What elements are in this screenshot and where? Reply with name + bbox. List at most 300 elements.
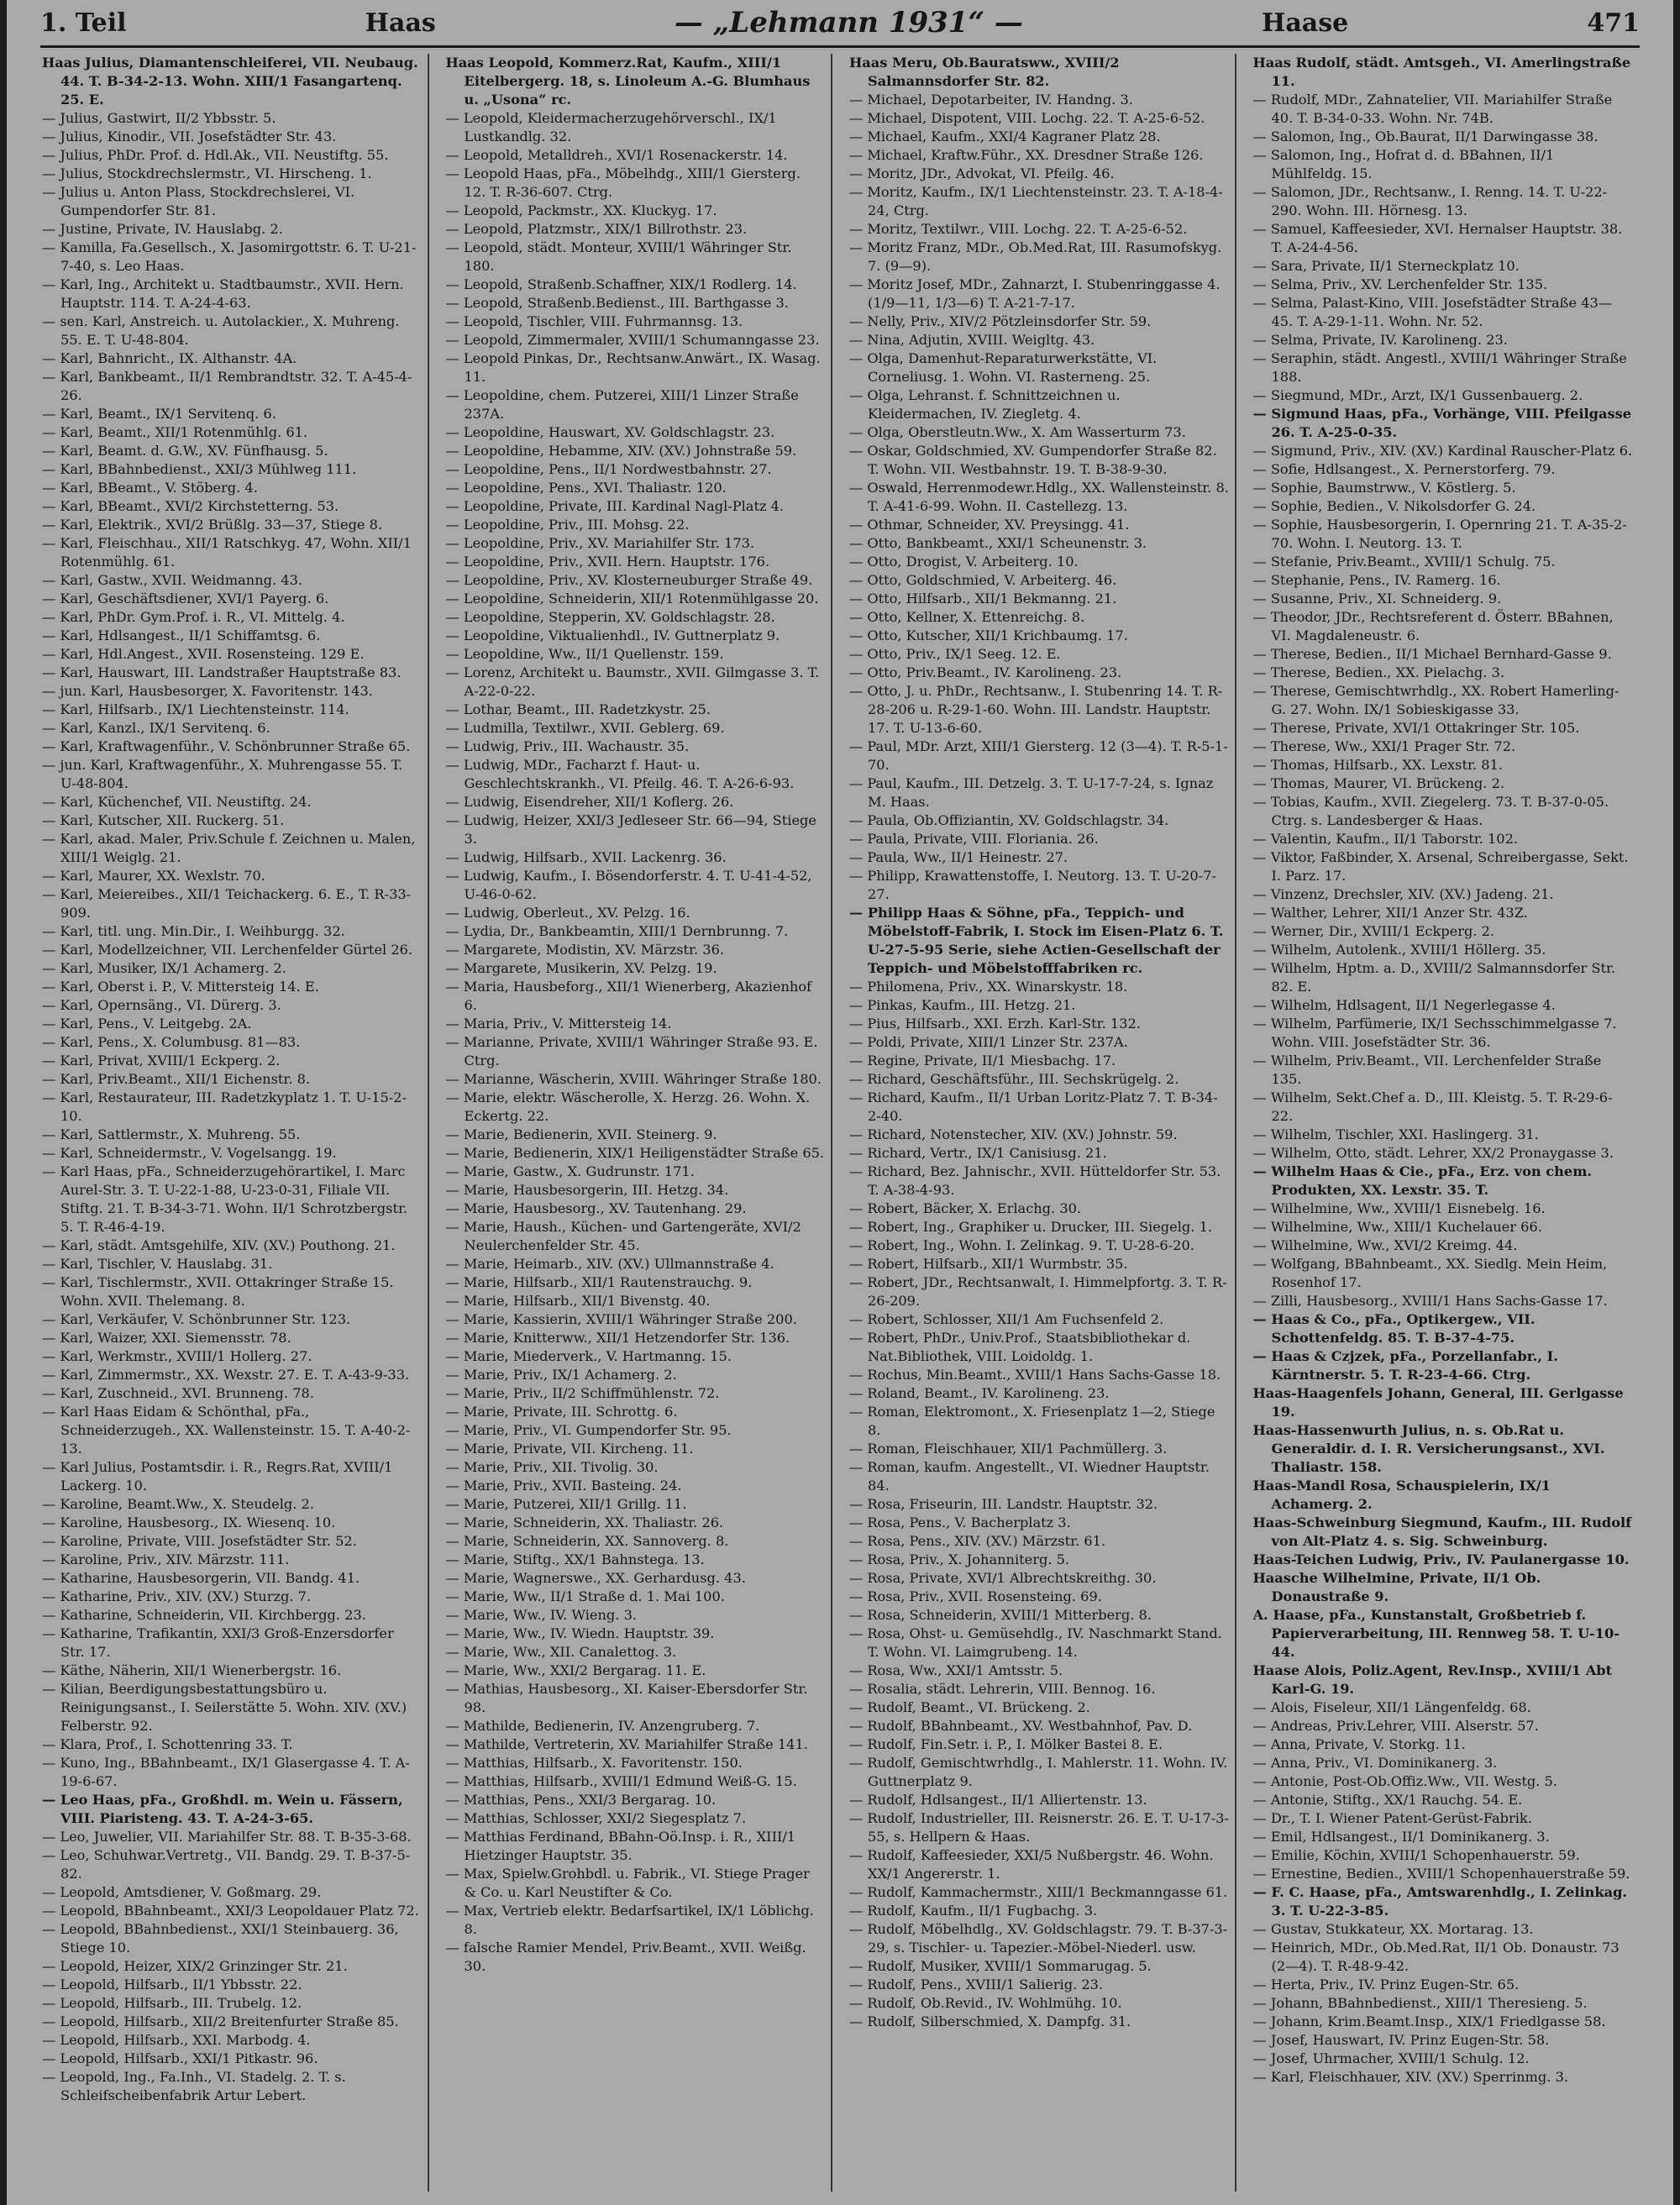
directory-entry: — Rudolf, Silberschmied, X. Dampfg. 31. (849, 2013, 1131, 2029)
directory-entry: — Mathilde, Bedienerin, IV. Anzengruberg. 7. (445, 1718, 760, 1734)
directory-entry: — Karl, Bankbeamt., II/1 Rembrandtstr. 32. T. A-45-4-26. (42, 369, 412, 403)
directory-entry: — Wilhelm, Hptm. a. D., XVIII/2 Salmannsdorfer Str. 82. E. (1252, 960, 1616, 995)
page-header (40, 2, 1640, 44)
directory-entry: — Richard, Notenstecher, XIV. (XV.) Johnstr. 59. (849, 1126, 1178, 1142)
directory-entry: — sen. Karl, Anstreich. u. Autolackier., X. Muhreng. 55. E. T. U-48-804. (42, 313, 400, 348)
directory-entry: — Karl, Kutscher, XII. Ruckerg. 51. (42, 812, 285, 828)
directory-entry: — Marie, Kassierin, XVIII/1 Währinger Straße 200. (445, 1311, 797, 1327)
directory-column-2 (446, 54, 833, 2192)
directory-entry: Haase Alois, Poliz.Agent, Rev.Insp., XVIII/1 Abt Karl-G. 19. (1252, 1662, 1613, 1697)
directory-entry: — Rosa, Pens., XIV. (XV.) Märzstr. 61. (849, 1533, 1106, 1549)
directory-entry: — Matthias, Hilfsarb., XVIII/1 Edmund Weiß-G. 15. (445, 1773, 797, 1789)
directory-entry: — Susanne, Priv., XI. Schneiderg. 9. (1252, 591, 1502, 606)
directory-entry: — Marie, Priv., XVII. Basteing. 24. (445, 1478, 682, 1494)
directory-entry: — Valentin, Kaufm., II/1 Taborstr. 102. (1252, 831, 1519, 847)
directory-entry: — Marie, Private, III. Schrottg. 6. (445, 1404, 678, 1420)
directory-entry: — Marie, Ww., IV. Wiedn. Hauptstr. 39. (445, 1625, 715, 1641)
directory-entry: — Marie, Wagnerswe., XX. Gerhardusg. 43. (445, 1570, 746, 1586)
directory-entry: Haas-Mandl Rosa, Schauspielerin, IX/1 Achamerg. 2. (1252, 1478, 1551, 1512)
directory-entry: — Otto, J. u. PhDr., Rechtsanw., I. Stubenring 14. T. R-28-206 u. R-29-1-60. Wohn. III. Landstr. Hauptstr. 17. T. U-13-6-60. (849, 683, 1223, 736)
directory-entry: — Leopold, Hilfsarb., XII/2 Breitenfurter Straße 85. (42, 2013, 399, 2029)
directory-entry: — Heinrich, MDr., Ob.Med.Rat, II/1 Ob. Donaustr. 73 (2—4). T. R-48-9-42. (1252, 1940, 1620, 1974)
directory-entry: — Rudolf, MDr., Zahnatelier, VII. Mariahilfer Straße 40. T. B-34-0-33. Wohn. Nr. 74B. (1252, 92, 1613, 126)
directory-entry: — Karl, akad. Maler, Priv.Schule f. Zeichnen u. Malen, XIII/1 Weiglg. 21. (42, 831, 416, 865)
directory-entry: — Karl, Maurer, XX. Wexlstr. 70. (42, 868, 265, 884)
directory-entry: — Karl, Privat, XVIII/1 Eckperg. 2. (42, 1053, 281, 1068)
directory-entry: — Therese, Bedien., II/1 Michael Bernhard-Gasse 9. (1252, 646, 1612, 662)
directory-entry: — Marie, Haush., Küchen- und Gartengeräte, XVI/2 Neulerchenfelder Str. 45. (445, 1219, 801, 1253)
directory-entry: — Ernestine, Bedien., XVIII/1 Schopenhauerstraße 59. (1252, 1866, 1630, 1882)
directory-entry: — Wilhelm, Tischler, XXI. Haslingerg. 31. (1252, 1126, 1539, 1142)
directory-entry: — Anna, Priv., VI. Dominikanerg. 3. (1252, 1755, 1498, 1771)
directory-entry: Haas-Teichen Ludwig, Priv., IV. Paulanergasse 10. (1252, 1551, 1630, 1567)
directory-entry: — Karoline, Priv., XIV. Märzstr. 111. (42, 1551, 290, 1567)
directory-entry: — Rudolf, Industrieller, III. Reisnerstr. 26. E. T. U-17-3-55, s. Hellpern & Haas. (849, 1810, 1229, 1845)
directory-entry: — Rudolf, Kaufm., II/1 Fugbachg. 3. (849, 1903, 1098, 1919)
header-right-word: Haase (1262, 8, 1349, 38)
directory-entry: — Leopoldine, Pens., II/1 Nordwestbahnstr. 27. (445, 461, 772, 477)
directory-entry: — Olga, Damenhut-Reparaturwerkstätte, VI. Corneliusg. 1. Wohn. VI. Rasterneng. 25. (849, 350, 1158, 385)
directory-entry: — Karl, städt. Amtsgehilfe, XIV. (XV.) Pouthong. 21. (42, 1237, 396, 1253)
directory-entry: — Rudolf, Gemischtwrhdlg., I. Mahlerstr. 11. Wohn. IV. Guttnerplatz 9. (849, 1755, 1228, 1789)
directory-entry: — Viktor, Faßbinder, X. Arsenal, Schreibergasse, Sekt. I. Parz. 17. (1252, 849, 1629, 884)
directory-entry: — Paul, MDr. Arzt, XIII/1 Giersterg. 12 (3—4). T. R-5-1-70. (849, 738, 1228, 773)
directory-entry: — jun. Karl, Kraftwagenführ., X. Muhrengasse 55. T. U-48-804. (42, 757, 403, 791)
directory-entry: — Nina, Adjutin, XVIII. Weigltg. 43. (849, 332, 1095, 348)
directory-entry: — Othmar, Schneider, XV. Preysingg. 41. (849, 517, 1130, 533)
directory-entry: — Leopoldine, chem. Putzerei, XIII/1 Linzer Straße 237A. (445, 387, 799, 422)
directory-entry: — Richard, Vertr., IX/1 Canisiusg. 21. (849, 1145, 1107, 1161)
directory-entry: — Moritz Franz, MDr., Ob.Med.Rat, III. Rasumofskyg. 7. (9—9). (849, 239, 1222, 274)
directory-entry: — Karl, Beamt., XII/1 Rotenmühlg. 61. (42, 424, 308, 440)
directory-entry: — Käthe, Näherin, XII/1 Wienerbergstr. 16. (42, 1662, 342, 1678)
header-rule (40, 45, 1640, 48)
directory-entry: — Max, Vertrieb elektr. Bedarfsartikel, IX/1 Löblichg. 8. (445, 1903, 814, 1937)
directory-entry: — Matthias, Schlosser, XXI/2 Siegesplatz 7. (445, 1810, 747, 1826)
directory-entry: — Wilhelm, Autolenk., XVIII/1 Höllerg. 35. (1252, 942, 1546, 958)
directory-entry: — Karl, Hilfsarb., IX/1 Liechtensteinstr. 114. (42, 701, 349, 717)
directory-entry: — Wolfgang, BBahnbeamt., XX. Siedlg. Mein Heim, Rosenhof 17. (1252, 1256, 1608, 1290)
directory-entry: — Siegmund, MDr., Arzt, IX/1 Gussenbauerg. 2. (1252, 387, 1583, 403)
directory-entry: — Marie, Priv., XII. Tivolig. 30. (445, 1459, 659, 1475)
directory-entry: — Otto, Kellner, X. Ettenreichg. 8. (849, 609, 1085, 625)
directory-entry: — Robert, Ing., Graphiker u. Drucker, III. Siegelg. 1. (849, 1219, 1213, 1235)
directory-entry: — Marie, Hausbesorg., XV. Tautenhang. 29. (445, 1200, 747, 1216)
directory-entry: — Leopold, städt. Monteur, XVIII/1 Währinger Str. 180. (445, 239, 792, 274)
directory-entry: — Anna, Private, V. Storkg. 11. (1252, 1736, 1466, 1752)
directory-entry: — Rudolf, Hdlsangest., II/1 Alliertenstr. 13. (849, 1792, 1147, 1808)
directory-entry: — Otto, Goldschmied, V. Arbeiterg. 46. (849, 572, 1117, 588)
directory-entry: — Katharine, Priv., XIV. (XV.) Sturzg. 7. (42, 1588, 312, 1604)
directory-entry: — Karl, Kanzl., IX/1 Servitenq. 6. (42, 720, 270, 736)
directory-entry: — Leopoldine, Ww., II/1 Quellenstr. 159. (445, 646, 724, 662)
directory-entry: — Ludwig, Kaufm., I. Bösendorferstr. 4. T. U-41-4-52, U-46-0-62. (445, 868, 812, 902)
directory-entry: — Julius u. Anton Plass, Stockdrechslerei, VI. Gumpendorfer Str. 81. (42, 184, 355, 218)
directory-entry: — Maria, Priv., V. Mittersteig 14. (445, 1016, 672, 1032)
directory-entry: — Klara, Prof., I. Schottenring 33. T. (42, 1736, 293, 1752)
directory-entry: — Karl, BBeamt., V. Stöberg. 4. (42, 480, 258, 496)
directory-entry: — Andreas, Priv.Lehrer, VIII. Alserstr. 57. (1252, 1718, 1539, 1734)
directory-entry: — Moritz, JDr., Advokat, VI. Pfeilg. 46. (849, 165, 1115, 181)
directory-entry: — Leopold, Tischler, VIII. Fuhrmannsg. 13. (445, 313, 743, 329)
directory-entry: — Matthias, Pens., XXI/3 Bergarag. 10. (445, 1792, 717, 1808)
directory-entry: — Richard, Geschäftsführ., III. Sechskrügelg. 2. (849, 1071, 1179, 1087)
directory-entry: — Rosa, Ohst- u. Gemüsehdlg., IV. Naschmarkt Stand. T. Wohn. VI. Laimgrubeng. 14. (849, 1625, 1222, 1660)
directory-columns (42, 54, 1638, 2192)
directory-entry: — Thomas, Maurer, VI. Brückeng. 2. (1252, 775, 1505, 791)
directory-entry: — Marie, Stiftg., XX/1 Bahnstega. 13. (445, 1551, 705, 1567)
directory-entry: — Robert, PhDr., Univ.Prof., Staatsbibliothekar d. Nat.Bibliothek, VIII. Loidoldg. 1. (849, 1330, 1191, 1364)
directory-entry: — Dr., T. I. Wiener Patent-Gerüst-Fabrik. (1252, 1810, 1532, 1826)
directory-entry: — Karl, Gastw., XVII. Weidmanng. 43. (42, 572, 303, 588)
part-label: 1. Teil (40, 8, 127, 38)
directory-entry: — Wilhelmine, Ww., XVIII/1 Eisnebelg. 16. (1252, 1200, 1546, 1216)
page-number: 471 (1587, 8, 1640, 38)
directory-entry: — Selma, Palast-Kino, VIII. Josefstädter Straße 43—45. T. A-29-1-11. Wohn. Nr. 52. (1252, 295, 1613, 329)
directory-entry: — Robert, Ing., Wohn. I. Zelinkag. 9. T. U-28-6-20. (849, 1237, 1194, 1253)
directory-entry: — Marie, Knitterww., XII/1 Hetzendorfer Str. 136. (445, 1330, 790, 1346)
directory-entry: — Karl, titl. ung. Min.Dir., I. Weihburgg. 32. (42, 923, 345, 939)
directory-entry: — Werner, Dir., XVIII/1 Eckperg. 2. (1252, 923, 1495, 939)
directory-entry: — Emil, Hdlsangest., II/1 Dominikanerg. 3. (1252, 1829, 1550, 1845)
directory-entry: — Salomon, Ing., Ob.Baurat, II/1 Darwingasse 38. (1252, 129, 1599, 144)
directory-entry: — Margarete, Modistin, XV. Märzstr. 36. (445, 942, 725, 958)
directory-entry: — Margarete, Musikerin, XV. Pelzg. 19. (445, 960, 717, 976)
directory-entry: — Leopold Pinkas, Dr., Rechtsanw.Anwärt., IX. Wasag. 11. (445, 350, 821, 385)
directory-entry: — Michael, Kraftw.Führ., XX. Dresdner Straße 126. (849, 147, 1204, 163)
directory-entry: — Marie, Ww., XXI/2 Bergarag. 11. E. (445, 1662, 706, 1678)
directory-entry: — Haas & Czjzek, pFa., Porzellanfabr., I. Kärntnerstr. 5. T. R-23-4-66. Ctrg. (1252, 1348, 1558, 1383)
directory-entry: — Roland, Beamt., IV. Karolineng. 23. (849, 1385, 1110, 1401)
directory-entry: — Alois, Fiseleur, XII/1 Längenfeldg. 68. (1252, 1699, 1531, 1715)
directory-entry: — Julius, Kinodir., VII. Josefstädter Str. 43. (42, 129, 337, 144)
directory-entry: — Karl Julius, Postamtsdir. i. R., Regrs.Rat, XVIII/1 Lackerg. 10. (42, 1459, 393, 1494)
directory-entry: — Rosa, Priv., XVII. Rosensteing. 69. (849, 1588, 1102, 1604)
directory-entry: — Paula, Ww., II/1 Heinestr. 27. (849, 849, 1068, 865)
directory-entry: — Karl, Waizer, XXI. Siemensstr. 78. (42, 1330, 291, 1346)
directory-entry: — Marianne, Wäscherin, XVIII. Währinger Straße 180. (445, 1071, 822, 1087)
directory-entry: — Michael, Kaufm., XXI/4 Kagraner Platz 28. (849, 129, 1161, 144)
directory-entry: — Karl, Pens., V. Leitgebg. 2A. (42, 1016, 252, 1032)
directory-entry: Haas-Haagenfels Johann, General, III. Gerlgasse 19. (1252, 1385, 1624, 1420)
directory-entry: — Mathilde, Vertreterin, XV. Mariahilfer Straße 141. (445, 1736, 808, 1752)
directory-entry: — Ludwig, Hilfsarb., XVII. Lackenrg. 36. (445, 849, 727, 865)
directory-entry: — Karl, Fleischhauer, XIV. (XV.) Sperrinmg. 3. (1252, 2069, 1569, 2085)
directory-entry: — Philomena, Priv., XX. Winarskystr. 18. (849, 979, 1128, 995)
directory-entry: — Marie, Putzerei, XII/1 Grillg. 11. (445, 1496, 687, 1512)
directory-entry: — Marianne, Private, XVIII/1 Währinger Straße 93. E. Ctrg. (445, 1034, 818, 1068)
directory-entry: — Karl, Tischlermstr., XVII. Ottakringer Straße 15. Wohn. XVII. Thelemang. 8. (42, 1274, 394, 1309)
directory-entry: — Karl, Bahnricht., IX. Althanstr. 4A. (42, 350, 297, 366)
directory-entry: — Walther, Lehrer, XII/1 Anzer Str. 43Z. (1252, 905, 1528, 921)
directory-entry: — Rudolf, Kammachermstr., XIII/1 Beckmanngasse 61. (849, 1884, 1228, 1900)
directory-entry: — Robert, JDr., Rechtsanwalt, I. Himmelpfortg. 3. T. R-26-209. (849, 1274, 1227, 1309)
directory-entry: — Therese, Private, XVI/1 Ottakringer Str. 105. (1252, 720, 1580, 736)
directory-entry: — Marie, Hilfsarb., XII/1 Rautenstrauchg. 9. (445, 1274, 753, 1290)
directory-entry: Haas Leopold, Kommerz.Rat, Kaufm., XIII/1 Eitelbergerg. 18, s. Linoleum A.-G. Blumhaus u. „Usona“ rc. (445, 55, 811, 108)
directory-entry: — Marie, Miederverk., V. Hartmanng. 15. (445, 1348, 732, 1364)
header-left-word: Haas (365, 8, 436, 38)
directory-entry: — Ludwig, Eisendreher, XII/1 Koflerg. 26. (445, 794, 734, 810)
directory-entry: — Selma, Private, IV. Karolineng. 23. (1252, 332, 1508, 348)
directory-entry: — Therese, Gemischtwrhdlg., XX. Robert Hamerling-G. 27. Wohn. IX/1 Sobieskigasse 33. (1252, 683, 1620, 717)
directory-entry: — Sofie, Hdlsangest., X. Pernerstorferg. 79. (1252, 461, 1556, 477)
directory-entry: — Justine, Private, IV. Hauslabg. 2. (42, 221, 283, 237)
directory-entry: — Therese, Bedien., XX. Pielachg. 3. (1252, 664, 1504, 680)
directory-entry: — Antonie, Stiftg., XX/1 Rauchg. 54. E. (1252, 1792, 1523, 1808)
directory-entry: Haas Rudolf, städt. Amtsgeh., VI. Amerlingstraße 11. (1252, 55, 1631, 89)
directory-entry: — Karl, Werkmstr., XVIII/1 Hollerg. 27. (42, 1348, 312, 1364)
directory-entry: — Marie, Ww., II/1 Straße d. 1. Mai 100. (445, 1588, 725, 1604)
directory-entry: — Olga, Lehranst. f. Schnittzeichnen u. Kleidermachen, IV. Ziegletg. 4. (849, 387, 1121, 422)
directory-entry: — Wilhelmine, Ww., XIII/1 Kuchelauer 66. (1252, 1219, 1542, 1235)
directory-entry: — Karl, Kraftwagenführ., V. Schönbrunner Straße 65. (42, 738, 411, 754)
directory-entry: — Philipp Haas & Söhne, pFa., Teppich- und Möbelstoff-Fabrik, I. Stock im Eisen-Platz 6. T. U-27-5-95 Serie, siehe Actien-Gesellschaft der Teppich- und Möbelstofffabriken rc. (849, 905, 1224, 976)
directory-entry: — Johann, Krim.Beamt.Insp., XIX/1 Friedlgasse 58. (1252, 2013, 1606, 2029)
directory-entry: — Karl, Pens., X. Columbusg. 81—83. (42, 1034, 301, 1050)
directory-entry: — Katharine, Schneiderin, VII. Kirchbergg. 23. (42, 1607, 366, 1623)
directory-entry: — Salomon, JDr., Rechtsanw., I. Renng. 14. T. U-22-290. Wohn. III. Hörnesg. 13. (1252, 184, 1608, 218)
directory-entry: — Kilian, Beerdigungsbestattungsbüro u. Reinigungsanst., I. Seilerstätte 5. Wohn. XIV. (XV.) Felberstr. 92. (42, 1681, 407, 1734)
directory-entry: — Stephanie, Pens., IV. Ramerg. 16. (1252, 572, 1501, 588)
directory-entry: — Philipp, Krawattenstoffe, I. Neutorg. 13. T. U-20-7-27. (849, 868, 1216, 902)
directory-entry: — Haas & Co., pFa., Optikergew., VII. Schottenfeldg. 85. T. B-37-4-75. (1252, 1311, 1536, 1346)
directory-entry: — Lorenz, Architekt u. Baumstr., XVII. Gilmgasse 3. T. A-22-0-22. (445, 664, 820, 699)
directory-entry: — Regine, Private, II/1 Miesbachg. 17. (849, 1053, 1116, 1068)
directory-entry: — Matthias Ferdinand, BBahn-Oö.Insp. i. R., XIII/1 Hietzinger Hauptstr. 35. (445, 1829, 796, 1863)
directory-entry: — Otto, Bankbeamt., XXI/1 Scheunenstr. 3. (849, 535, 1147, 551)
directory-entry: — Karoline, Beamt.Ww., X. Steudelg. 2. (42, 1496, 314, 1512)
directory-entry: — Theodor, JDr., Rechtsreferent d. Österr. BBahnen, VI. Magdaleneustr. 6. (1252, 609, 1614, 643)
directory-entry: — Rosa, Pens., V. Bacherplatz 3. (849, 1515, 1071, 1530)
directory-entry: — Marie, Schneiderin, XX. Sannoverg. 8. (445, 1533, 729, 1549)
directory-entry: — Wilhelm Haas & Cie., pFa., Erz. von chem. Produkten, XX. Lexstr. 35. T. (1252, 1163, 1592, 1198)
directory-entry: — Leo, Schuhwar.Vertretg., VII. Bandg. 29. T. B-37-5-82. (42, 1847, 411, 1882)
directory-entry: — Leopold, Kleidermacherzugehörverschl., IX/1 Lustkandlg. 32. (445, 110, 777, 144)
directory-entry: — Antonie, Post-Ob.Offiz.Ww., VII. Westg. 5. (1252, 1773, 1557, 1789)
directory-entry: — Karoline, Private, VIII. Josefstädter Str. 52. (42, 1533, 357, 1549)
directory-entry: — Michael, Depotarbeiter, IV. Handng. 3. (849, 92, 1133, 108)
directory-entry: — Otto, Hilfsarb., XII/1 Bekmanng. 21. (849, 591, 1117, 606)
directory-entry: — Marie, Priv., II/2 Schiffmühlenstr. 72. (445, 1385, 720, 1401)
directory-entry: — Lydia, Dr., Bankbeamtin, XIII/1 Dernbrunng. 7. (445, 923, 789, 939)
directory-entry: — Moritz, Kaufm., IX/1 Liechtensteinstr. 23. T. A-18-4-24, Ctrg. (849, 184, 1223, 218)
directory-entry: — Rudolf, Musiker, XVIII/1 Sommarugag. 5. (849, 1958, 1152, 1974)
directory-entry: — Thomas, Hilfsarb., XX. Lexstr. 81. (1252, 757, 1503, 773)
directory-entry: — Karl, Beamt., IX/1 Servitenq. 6. (42, 406, 276, 422)
directory-entry: — Rudolf, Pens., XVIII/1 Salierig. 23. (849, 1977, 1104, 1992)
directory-entry: — Leopold, Straßenb.Schaffner, XIX/1 Rodlerg. 14. (445, 276, 797, 292)
directory-entry: — Leopoldine, Stepperin, XV. Goldschlagstr. 28. (445, 609, 775, 625)
directory-entry: — Marie, Hausbesorgerin, III. Hetzg. 34. (445, 1182, 729, 1198)
directory-entry: — Wilhelm, Priv.Beamt., VII. Lerchenfelder Straße 135. (1252, 1053, 1602, 1087)
directory-entry: — Kamilla, Fa.Gesellsch., X. Jasomirgottstr. 6. T. U-21-7-40, s. Leo Haas. (42, 239, 417, 274)
directory-entry: — Karoline, Hausbesorg., IX. Wiesenq. 10. (42, 1515, 336, 1530)
directory-entry: — Karl Haas Eidam & Schönthal, pFa., Schneiderzugeh., XX. Wallensteinstr. 15. T. A-40-2-13. (42, 1404, 411, 1457)
directory-entry: — Moritz Josef, MDr., Zahnarzt, I. Stubenringgasse 4. (1/9—11, 1/3—6) T. A-21-7-17. (849, 276, 1221, 311)
directory-entry: — Karl, Tischler, V. Hauslabg. 31. (42, 1256, 273, 1272)
directory-entry: — Leo Haas, pFa., Großhdl. m. Wein u. Fässern, VIII. Piaristeng. 43. T. A-24-3-65. (42, 1792, 403, 1826)
directory-entry: — Sara, Private, II/1 Sterneckplatz 10. (1252, 258, 1520, 274)
directory-entry: — Pinkas, Kaufm., III. Hetzg. 21. (849, 997, 1076, 1013)
directory-entry: — Karl, Fleischhau., XII/1 Ratschkyg. 47, Wohn. XII/1 Rotenmühlg. 61. (42, 535, 412, 570)
directory-entry: — Leopold, BBahnbedienst., XXI/1 Steinbauerg. 36, Stiege 10. (42, 1921, 399, 1956)
directory-entry: — Paula, Private, VIII. Floriania. 26. (849, 831, 1099, 847)
directory-entry: — Leopold, Packmstr., XX. Kluckyg. 17. (445, 202, 717, 218)
directory-entry: — Kuno, Ing., BBahnbeamt., IX/1 Glasergasse 4. T. A-19-6-67. (42, 1755, 410, 1789)
directory-entry: — Wilhelm, Sekt.Chef a. D., III. Kleistg. 5. T. R-29-6-22. (1252, 1089, 1613, 1124)
directory-entry: — Otto, Priv.Beamt., IV. Karolineng. 23. (849, 664, 1122, 680)
directory-entry: — Wilhelm, Hdlsagent, II/1 Negerlegasse 4. (1252, 997, 1556, 1013)
directory-entry: — Karl, Küchenchef, VII. Neustiftg. 24. (42, 794, 312, 810)
directory-entry: — Wilhelm, Parfümerie, IX/1 Sechsschimmelgasse 7. Wohn. VIII. Josefstädter Str. 36. (1252, 1016, 1617, 1050)
directory-entry: — Rudolf, BBahnbeamt., XV. Westbahnhof, Pav. D. (849, 1718, 1193, 1734)
directory-entry: — Marie, elektr. Wäscherolle, X. Herzg. 26. Wohn. X. Eckertg. 22. (445, 1089, 811, 1124)
directory-entry: — Julius, Gastwirt, II/2 Ybbsstr. 5. (42, 110, 276, 126)
directory-entry: — Karl, Priv.Beamt., XII/1 Eichenstr. 8. (42, 1071, 311, 1087)
directory-entry: — Leopold, Heizer, XIX/2 Grinzinger Str. 21. (42, 1958, 348, 1974)
directory-entry: — Karl, Oberst i. P., V. Mittersteig 14. E. (42, 979, 319, 995)
directory-entry: — Marie, Bedienerin, XVII. Steinerg. 9. (445, 1126, 717, 1142)
directory-entry: — Sigmund Haas, pFa., Vorhänge, VIII. Pfeilgasse 26. T. A-25-0-35. (1252, 406, 1632, 440)
directory-entry: — Moritz, Textilwr., VIII. Lochg. 22. T. A-25-6-52. (849, 221, 1188, 237)
directory-entry: — Julius, Stockdrechslermstr., VI. Hirscheng. 1. (42, 165, 372, 181)
directory-entry: — Leopold, Ing., Fa.Inh., VI. Stadelg. 2. T. s. Schleifscheibenfabrik Artur Lebert. (42, 2069, 346, 2103)
directory-entry: — Leopoldine, Hebamme, XIV. (XV.) Johnstraße 59. (445, 443, 797, 459)
directory-entry: — Selma, Priv., XV. Lerchenfelder Str. 135. (1252, 276, 1548, 292)
header-title: — „Lehmann 1931“ — (674, 6, 1023, 39)
directory-entry: — Otto, Priv., IX/1 Seeg. 12. E. (849, 646, 1061, 662)
directory-entry: — Emilie, Köchin, XVIII/1 Schopenhauerstr. 59. (1252, 1847, 1580, 1863)
directory-entry: — Josef, Uhrmacher, XVIII/1 Schulg. 12. (1252, 2050, 1530, 2066)
directory-entry: — Mathias, Hausbesorg., XI. Kaiser-Ebersdorfer Str. 98. (445, 1681, 808, 1715)
directory-entry: — Maria, Hausbeforg., XII/1 Wienerberg, Akazienhof 6. (445, 979, 812, 1013)
directory-entry: — Leopold, Platzmstr., XIX/1 Billrothstr. 23. (445, 221, 748, 237)
directory-entry: — Marie, Ww., IV. Wieng. 3. (445, 1607, 638, 1623)
directory-entry: — Pius, Hilfsarb., XXI. Erzh. Karl-Str. 132. (849, 1016, 1141, 1032)
directory-entry: — Karl, Modellzeichner, VII. Lerchenfelder Gürtel 26. (42, 942, 413, 958)
directory-entry: — Robert, Hilfsarb., XII/1 Wurmbstr. 35. (849, 1256, 1128, 1272)
directory-entry: — Ludmilla, Textilwr., XVII. Geblerg. 69. (445, 720, 725, 736)
directory-entry: — Leopold, BBahnbeamt., XXI/3 Leopoldauer Platz 72. (42, 1903, 419, 1919)
directory-entry: — Rosa, Priv., X. Johanniterg. 5. (849, 1551, 1070, 1567)
directory-entry: — Leopoldine, Priv., XVII. Hern. Hauptstr. 176. (445, 554, 770, 570)
directory-entry: — Richard, Bez. Jahnischr., XVII. Hütteldorfer Str. 53. T. A-38-4-93. (849, 1163, 1221, 1198)
directory-entry: — Karl, BBahnbedienst., XXI/3 Mühlweg 111. (42, 461, 357, 477)
directory-entry: — Salomon, Ing., Hofrat d. d. BBahnen, II/1 Mühlfeldg. 15. (1252, 147, 1555, 181)
directory-entry: Haasche Wilhelmine, Private, II/1 Ob. Donaustraße 9. (1252, 1570, 1541, 1604)
directory-entry: — Karl Haas, pFa., Schneiderzugehörartikel, I. Marc Aurel-Str. 3. T. U-22-1-88, U-23-0-31, Filiale VII. Stiftg. 21. T. B-34-3-71. Wohn. II/1 Schrotzbergstr. 5. T. R-46-4-19. (42, 1163, 408, 1235)
directory-entry: — Samuel, Kaffeesieder, XVI. Hernalser Hauptstr. 38. T. A-24-4-56. (1252, 221, 1623, 255)
directory-entry: — Karl, Hauswart, III. Landstraßer Hauptstraße 83. (42, 664, 402, 680)
directory-entry: — Lothar, Beamt., III. Radetzkystr. 25. (445, 701, 711, 717)
directory-page (7, 0, 1673, 2205)
directory-entry: — Paula, Ob.Offiziantin, XV. Goldschlagstr. 34. (849, 812, 1169, 828)
directory-entry: — Wilhelm, Otto, städt. Lehrer, XX/2 Pronaygasse 3. (1252, 1145, 1614, 1161)
directory-entry: — jun. Karl, Hausbesorger, X. Favoritenstr. 143. (42, 683, 373, 699)
directory-entry: — Karl, Sattlermstr., X. Muhreng. 55. (42, 1126, 301, 1142)
directory-entry: — Olga, Oberstleutn.Ww., X. Am Wasserturm 73. (849, 424, 1186, 440)
directory-entry: — Karl, Zimmermstr., XX. Wexstr. 27. E. T. A-43-9-33. (42, 1367, 410, 1383)
directory-entry: — Stefanie, Priv.Beamt., XVIII/1 Schulg. 75. (1252, 554, 1556, 570)
directory-entry: — Leopoldine, Private, III. Kardinal Nagl-Platz 4. (445, 498, 785, 514)
directory-entry: — Karl, PhDr. Gym.Prof. i. R., VI. Mittelg. 4. (42, 609, 345, 625)
directory-entry: — Marie, Bedienerin, XIX/1 Heiligenstädter Straße 65. (445, 1145, 825, 1161)
directory-entry: — Richard, Kaufm., II/1 Urban Loritz-Platz 7. T. B-34-2-40. (849, 1089, 1218, 1124)
directory-entry: — Karl, Geschäftsdiener, XVI/1 Payerg. 6. (42, 591, 329, 606)
directory-entry: — Leopold, Hilfsarb., XXI. Marbodg. 4. (42, 2032, 311, 2048)
directory-entry: — Ludwig, Heizer, XXI/3 Jedleseer Str. 66—94, Stiege 3. (445, 812, 816, 847)
directory-entry: — Tobias, Kaufm., XVII. Ziegelerg. 73. T. B-37-0-05. Ctrg. s. Landesberger & Haas. (1252, 794, 1609, 828)
directory-entry: — Karl, Verkäufer, V. Schönbrunner Str. 123. (42, 1311, 351, 1327)
directory-entry: — Rudolf, Möbelhdlg., XV. Goldschlagstr. 79. T. B-37-3-29, s. Tischler- u. Tapezier.-Möbel-Niederl. usw. (849, 1921, 1228, 1956)
directory-entry: — Leopoldine, Schneiderin, XII/1 Rotenmühlgasse 20. (445, 591, 819, 606)
directory-entry: — Johann, BBahnbedienst., XIII/1 Theresieng. 5. (1252, 1995, 1588, 2011)
directory-entry: Haas-Schweinburg Siegmund, Kaufm., III. Rudolf von Alt-Platz 4. s. Sig. Schweinburg. (1252, 1515, 1632, 1549)
directory-entry: — Marie, Priv., IX/1 Achamerg. 2. (445, 1367, 677, 1383)
directory-entry: — Marie, Gastw., X. Gudrunstr. 171. (445, 1163, 695, 1179)
directory-entry: — Karl, BBeamt., XVI/2 Kirchstetterng. 53. (42, 498, 339, 514)
directory-entry: — Marie, Heimarb., XIV. (XV.) Ullmannstraße 4. (445, 1256, 774, 1272)
directory-entry: — Robert, Schlosser, XII/1 Am Fuchsenfeld 2. (849, 1311, 1164, 1327)
directory-entry: — Nelly, Priv., XIV/2 Pötzleinsdorfer Str. 59. (849, 313, 1152, 329)
directory-entry: — Roman, kaufm. Angestellt., VI. Wiedner Hauptstr. 84. (849, 1459, 1210, 1494)
directory-entry: — Max, Spielw.Grohbdl. u. Fabrik., VI. Stiege Prager & Co. u. Karl Neustifter & Co. (445, 1866, 810, 1900)
directory-entry: — Rudolf, Ob.Revid., IV. Wohlmühg. 10. (849, 1995, 1122, 2011)
directory-entry: — Poldi, Private, XIII/1 Linzer Str. 237A. (849, 1034, 1128, 1050)
directory-entry: Haas Meru, Ob.Bauratsww., XVIII/2 Salmannsdorfer Str. 82. (849, 55, 1120, 89)
directory-entry: — Leopold Haas, pFa., Möbelhdg., XIII/1 Giersterg. 12. T. R-36-607. Ctrg. (445, 165, 801, 200)
directory-entry: Haas-Hassenwurth Julius, n. s. Ob.Rat u. Generaldir. d. I. R. Versicherungsanst., XVI. Thaliastr. 158. (1252, 1422, 1605, 1475)
directory-entry: — Ludwig, Oberleut., XV. Pelzg. 16. (445, 905, 690, 921)
directory-entry: — Oswald, Herrenmodewr.Hdlg., XX. Wallensteinstr. 8. T. A-41-6-99. Wohn. II. Castellezg. 13. (849, 480, 1229, 514)
directory-entry: — Leopold, Metalldreh., XVI/1 Rosenackerstr. 14. (445, 147, 788, 163)
directory-entry: — Marie, Priv., VI. Gumpendorfer Str. 95. (445, 1422, 732, 1438)
directory-entry: — Ludwig, MDr., Facharzt f. Haut- u. Geschlechtskrankh., VI. Pfeilg. 46. T. A-26-6-93. (445, 757, 795, 791)
directory-entry: — Oskar, Goldschmied, XV. Gumpendorfer Straße 82. T. Wohn. VII. Westbahnstr. 19. T. B-38-9-30. (849, 443, 1217, 477)
directory-entry: — Rosa, Schneiderin, XVIII/1 Mitterberg. 8. (849, 1607, 1152, 1623)
directory-entry: — Katharine, Hausbesorgerin, VII. Bandg. 41. (42, 1570, 360, 1586)
directory-entry: — Leopold, Hilfsarb., II/1 Ybbsstr. 22. (42, 1977, 302, 1992)
directory-column-4 (1253, 54, 1639, 2192)
directory-entry: — Leo, Juwelier, VII. Mariahilfer Str. 88. T. B-35-3-68. (42, 1829, 412, 1845)
directory-entry: — Karl, Zuschneid., XVI. Brunneng. 78. (42, 1385, 314, 1401)
directory-entry: — Josef, Hauswart, IV. Prinz Eugen-Str. 58. (1252, 2032, 1550, 2048)
directory-entry: — Karl, Hdl.Angest., XVII. Rosensteing. 129 E. (42, 646, 365, 662)
directory-entry: — Marie, Hilfsarb., XII/1 Bivenstg. 40. (445, 1293, 711, 1309)
directory-entry: — Karl, Schneidermstr., V. Vogelsangg. 19. (42, 1145, 337, 1161)
directory-entry: — Sigmund, Priv., XIV. (XV.) Kardinal Rauscher-Platz 6. (1252, 443, 1633, 459)
directory-entry: — Otto, Drogist, V. Arbeiterg. 10. (849, 554, 1079, 570)
directory-entry: — Rudolf, Kaffeesieder, XXI/5 Nußbergstr. 46. Wohn. XX/1 Angererstr. 1. (849, 1847, 1214, 1882)
directory-entry: — falsche Ramier Mendel, Priv.Beamt., XVII. Weißg. 30. (445, 1940, 806, 1974)
directory-entry: — Robert, Bäcker, X. Erlachg. 30. (849, 1200, 1082, 1216)
directory-column-3 (849, 54, 1236, 2192)
directory-entry: — Leopoldine, Viktualienhdl., IV. Guttnerplatz 9. (445, 627, 780, 643)
directory-entry: — Rosa, Private, XVI/1 Albrechtskreithg. 30. (849, 1570, 1157, 1586)
directory-column-1 (42, 54, 429, 2192)
directory-entry: — Karl, Restaurateur, III. Radetzkyplatz 1. T. U-15-2-10. (42, 1089, 407, 1124)
directory-entry: — Rudolf, Beamt., VI. Brückeng. 2. (849, 1699, 1090, 1715)
directory-entry: — Karl, Elektrik., XVI/2 Brüßlg. 33—37, Stiege 8. (42, 517, 383, 533)
directory-entry: — Gustav, Stukkateur, XX. Mortarag. 13. (1252, 1921, 1534, 1937)
directory-entry: — Katharine, Trafikantin, XXI/3 Groß-Enzersdorfer Str. 17. (42, 1625, 394, 1660)
directory-entry: — Roman, Fleischhauer, XII/1 Pachmüllerg. 3. (849, 1441, 1168, 1457)
directory-entry: — Ludwig, Priv., III. Wachaustr. 35. (445, 738, 690, 754)
directory-entry: — Karl, Opernsäng., VI. Dürerg. 3. (42, 997, 281, 1013)
directory-entry: — Sophie, Bedien., V. Nikolsdorfer G. 24. (1252, 498, 1536, 514)
directory-entry: — Roman, Elektromont., X. Friesenplatz 1—2, Stiege 8. (849, 1404, 1215, 1438)
